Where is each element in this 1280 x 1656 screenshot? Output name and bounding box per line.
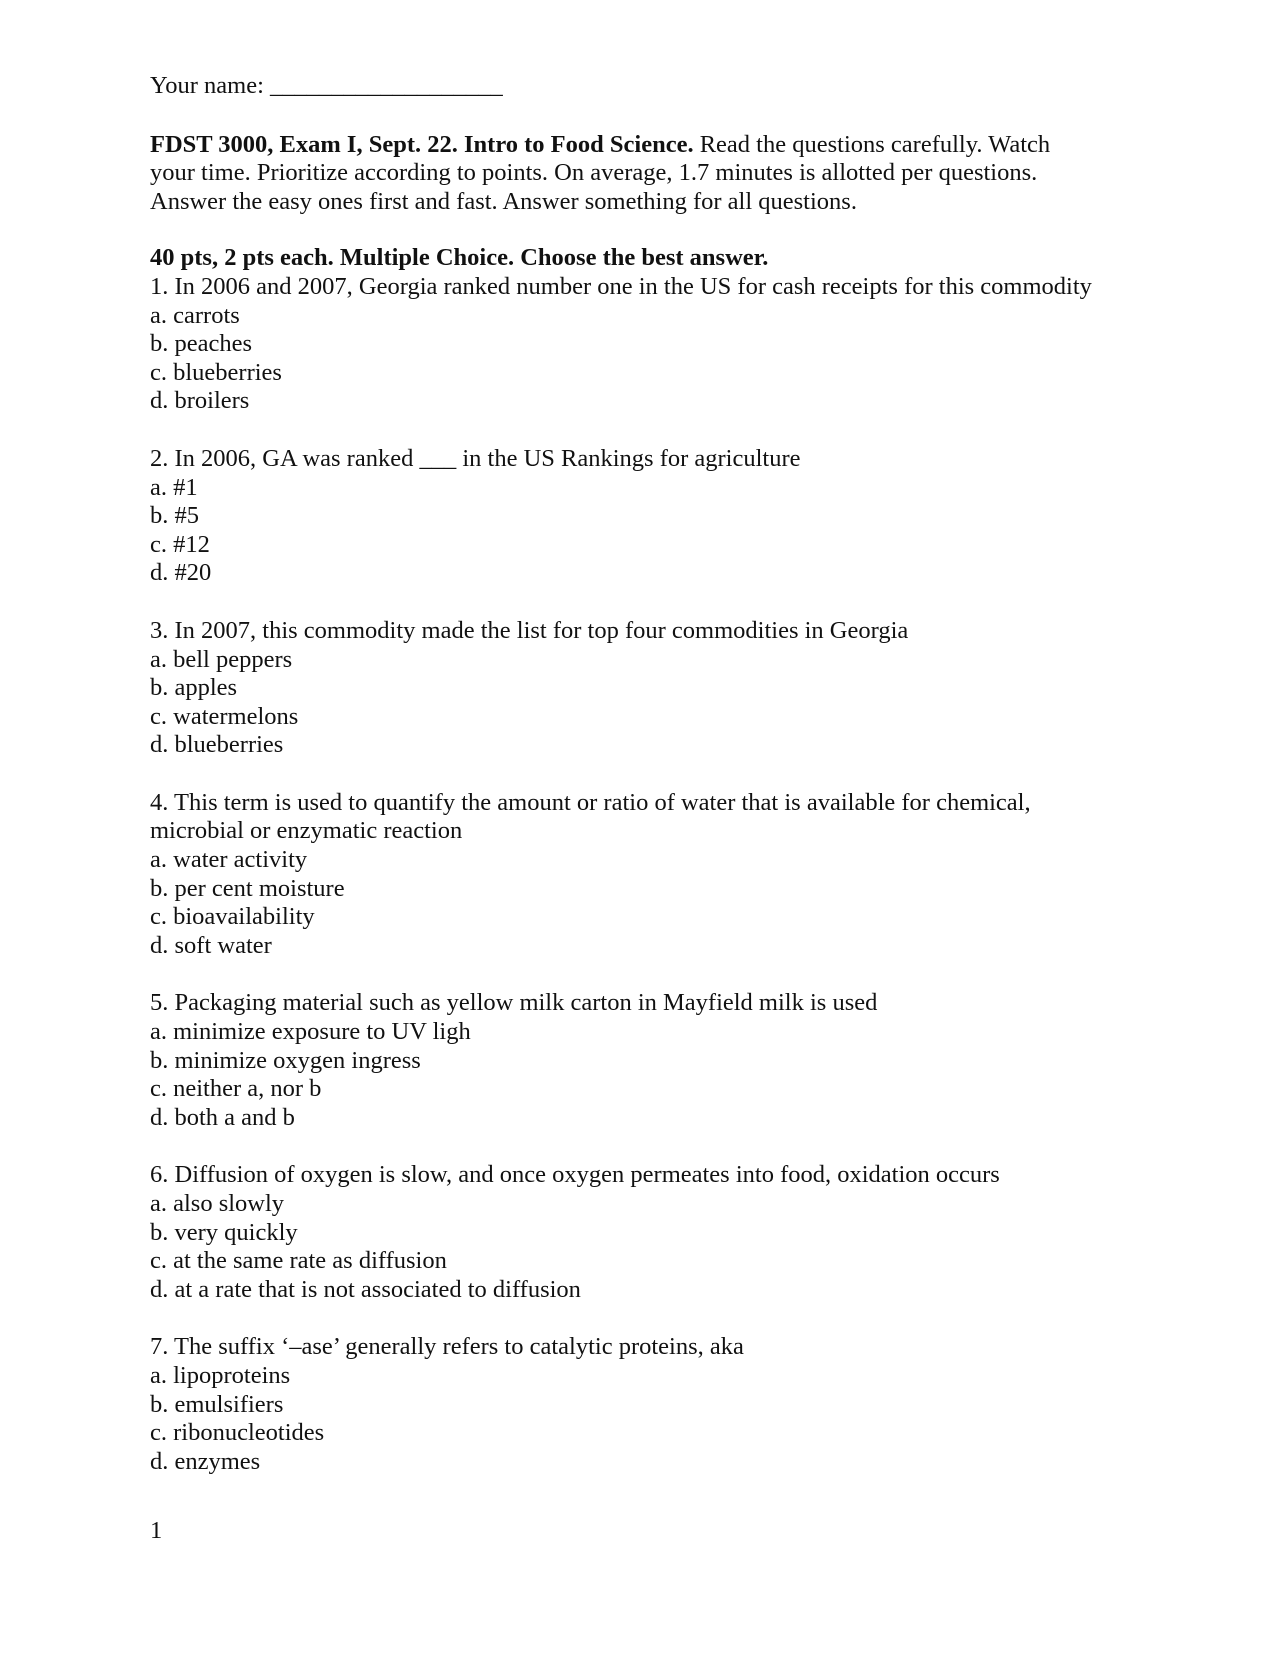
- choice-d: d. broilers: [150, 387, 250, 415]
- question-6: [150, 1161, 1150, 1304]
- instructions-line-2: your time. Prioritize according to points. On average, 1.7 minutes is allotted per questions.: [150, 159, 1038, 187]
- question-5: [150, 989, 1150, 1132]
- choice-a: a. water activity: [150, 846, 308, 874]
- choice-d: d. soft water: [150, 931, 272, 959]
- exam-content: [150, 72, 1150, 1505]
- question-1: [150, 273, 1150, 416]
- question-stem: 1. In 2006 and 2007, Georgia ranked number one in the US for cash receipts for this commodity: [150, 272, 1092, 300]
- choice-c: c. ribonucleotides: [150, 1419, 325, 1447]
- question-3: [150, 617, 1150, 760]
- choice-d: d. both a and b: [150, 1103, 295, 1131]
- choice-d: d. at a rate that is not associated to diffusion: [150, 1275, 581, 1303]
- choice-d: d. #20: [150, 559, 212, 587]
- choice-a: a. lipoproteins: [150, 1361, 291, 1389]
- choice-d: d. blueberries: [150, 731, 284, 759]
- choice-b: b. minimize oxygen ingress: [150, 1046, 421, 1074]
- choice-b: b. emulsifiers: [150, 1390, 284, 1418]
- choice-b: b. apples: [150, 674, 238, 702]
- choice-a: a. #1: [150, 473, 198, 501]
- choice-c: c. #12: [150, 530, 210, 558]
- section-heading: 40 pts, 2 pts each. Multiple Choice. Choose the best answer.: [150, 244, 769, 272]
- question-stem: 5. Packaging material such as yellow milk carton in Mayfield milk is used: [150, 989, 878, 1017]
- choice-b: b. peaches: [150, 330, 253, 358]
- choice-a: a. minimize exposure to UV ligh: [150, 1018, 471, 1046]
- spacer: [150, 216, 1150, 244]
- choice-b: b. very quickly: [150, 1218, 298, 1246]
- question-7: [150, 1333, 1150, 1476]
- course-subtitle: Intro to Food Science.: [464, 130, 694, 158]
- question-stem: 4. This term is used to quantify the amount or ratio of water that is available for chemical,: [150, 788, 1031, 816]
- instructions-line-3: Answer the easy ones first and fast. Answer something for all questions.: [150, 187, 857, 215]
- choice-c: c. watermelons: [150, 702, 299, 730]
- choice-d: d. enzymes: [150, 1447, 261, 1475]
- course-title: FDST 3000, Exam I, Sept. 22.: [150, 130, 458, 158]
- page-number: 1: [150, 1517, 163, 1544]
- question-stem: 2. In 2006, GA was ranked ___ in the US Rankings for agriculture: [150, 444, 801, 472]
- name-field-label: Your name: ___________________: [150, 72, 503, 99]
- choice-a: a. bell peppers: [150, 645, 293, 673]
- question-2: [150, 445, 1150, 588]
- question-stem: 7. The suffix ‘–ase’ generally refers to catalytic proteins, aka: [150, 1333, 744, 1361]
- choice-b: b. per cent moisture: [150, 874, 345, 902]
- choice-c: c. neither a, nor b: [150, 1075, 322, 1103]
- choice-c: c. at the same rate as diffusion: [150, 1247, 447, 1275]
- choice-b: b. #5: [150, 502, 199, 530]
- choice-a: a. carrots: [150, 301, 240, 329]
- question-stem: 3. In 2007, this commodity made the list for top four commodities in Georgia: [150, 616, 909, 644]
- spacer: [150, 101, 1150, 131]
- question-stem: 6. Diffusion of oxygen is slow, and once oxygen permeates into food, oxidation occurs: [150, 1161, 1000, 1189]
- question-4: [150, 789, 1150, 961]
- instructions-line-1: [150, 131, 1150, 160]
- choice-c: c. blueberries: [150, 358, 282, 386]
- exam-instructions: [150, 131, 1150, 217]
- instructions-text-1: Read the questions carefully. Watch: [699, 130, 1051, 158]
- choice-c: c. bioavailability: [150, 903, 315, 931]
- choice-a: a. also slowly: [150, 1190, 285, 1217]
- question-stem-continued: microbial or enzymatic reaction: [150, 817, 463, 845]
